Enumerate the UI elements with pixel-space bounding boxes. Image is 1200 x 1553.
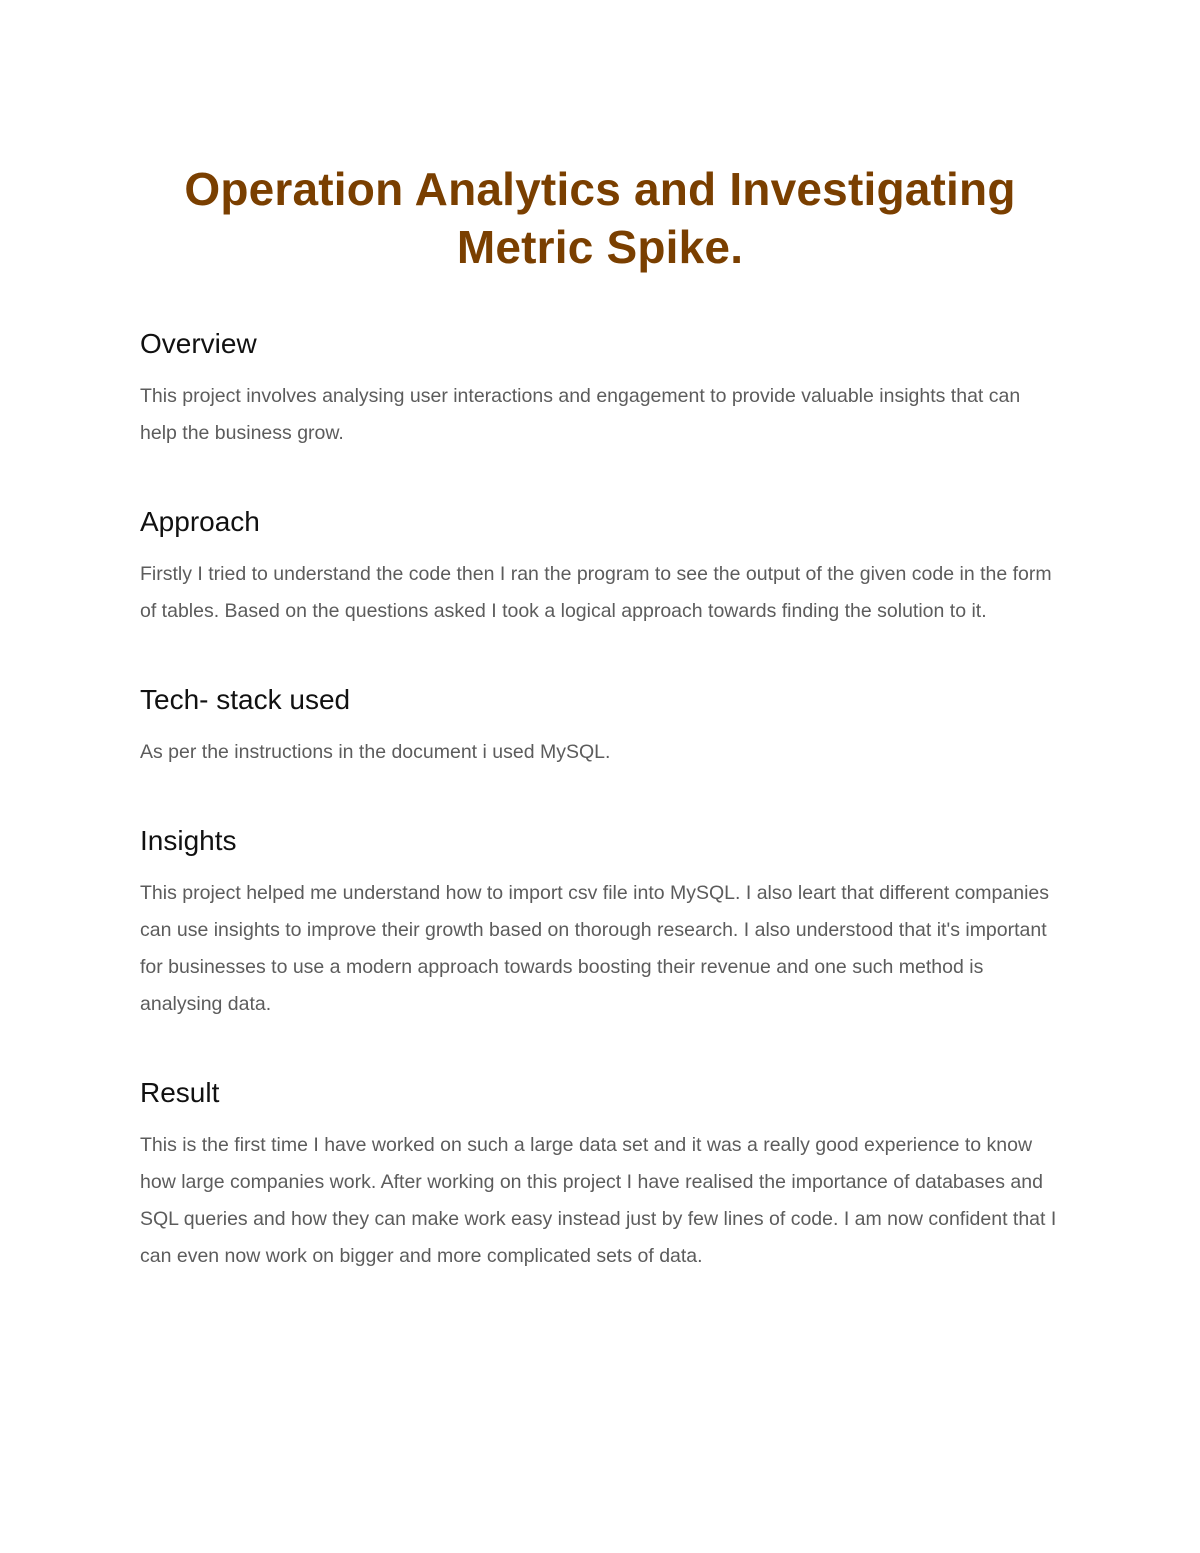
section-body-overview: This project involves analysing user interactions and engagement to provide valuable insights that can help the business grow. xyxy=(140,385,1021,444)
section-heading-tech-stack: Tech- stack used xyxy=(140,684,351,715)
section-heading-approach: Approach xyxy=(140,506,260,537)
section-body-approach: Firstly I tried to understand the code then I ran the program to see the output of the given code in the form of tables. Based on the questions asked I took a logical approach towards finding the solution to it. xyxy=(140,563,1052,622)
section-approach xyxy=(140,504,1060,630)
section-heading-overview: Overview xyxy=(140,328,257,359)
section-result xyxy=(140,1075,1060,1275)
section-body-tech-stack: As per the instructions in the document i used MySQL. xyxy=(140,741,611,763)
section-body-result: This is the first time I have worked on such a large data set and it was a really good experience to know how large companies work. After working on this project I have realised the importance of databases and SQL queries and how they can make work easy instead just by few lines of code. I am now confident that I can even now work on bigger and more complicated sets of data. xyxy=(140,1134,1057,1267)
document-page xyxy=(140,160,1060,1275)
section-insights xyxy=(140,823,1060,1023)
section-heading-insights: Insights xyxy=(140,825,237,856)
section-tech-stack xyxy=(140,682,1060,771)
document-title: Operation Analytics and Investigating Metric Spike. xyxy=(184,163,1016,273)
section-body-insights: This project helped me understand how to import csv file into MySQL. I also leart that different companies can use insights to improve their growth based on thorough research. I also understood that it's important for businesses to use a modern approach towards boosting their revenue and one such method is analysing data. xyxy=(140,882,1050,1015)
section-heading-result: Result xyxy=(140,1077,220,1108)
section-overview xyxy=(140,326,1060,452)
